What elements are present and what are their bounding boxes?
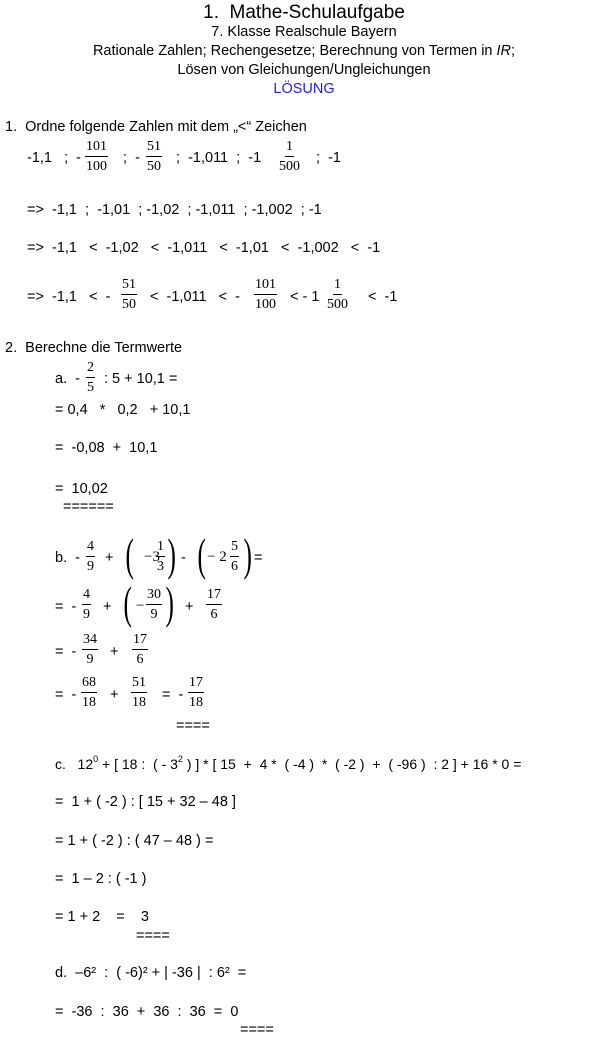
- task2b-underline: ====: [176, 718, 210, 734]
- fraction: 17 6: [207, 587, 221, 622]
- task2c-line-1: c. $12^0$ + [ 18 : ( - $3^2$ ) ] * [ 15 + 4 * ( -4 ) * ( -2 ) + ( -96 ) : 2 ] + 16 * 0 =: [55, 754, 522, 772]
- class-line: 7. Klasse Realschule Bayern: [211, 24, 397, 40]
- topics-line-1: Rationale Zahlen; Rechengesetze; Berechnung von Termen in IR;: [92, 43, 516, 59]
- task1-line-c: => -1,1 < -1,02 < -1,011 < -1,01 < -1,002 < -1: [27, 240, 381, 256]
- fraction: 1 500: [279, 139, 300, 174]
- task2a-underline: ======: [63, 499, 114, 515]
- fraction: 4 9: [83, 587, 90, 622]
- fraction: 34 9: [83, 632, 97, 667]
- fraction: 1 500: [327, 277, 348, 312]
- task2-heading: 2. Berechne die Termwerte: [5, 340, 183, 356]
- task1-heading: 1. Ordne folgende Zahlen mit dem „<“ Zeichen: [5, 119, 307, 135]
- task2c-line-2: = 1 + ( -2 ) : [ 15 + 32 – 48 ]: [55, 794, 236, 810]
- task1-line-b: => -1,1 ; -1,01 ; -1,02 ; -1,011 ; -1,002 ; -1: [27, 202, 322, 218]
- left-paren: (: [125, 529, 134, 580]
- fraction: 2 5: [87, 360, 94, 395]
- task2c-line-3: = 1 + ( -2 ) : ( 47 – 48 ) =: [55, 833, 214, 849]
- fraction: 17 18: [189, 675, 203, 710]
- fraction: 101 100: [86, 139, 107, 174]
- task2d-underline: ====: [240, 1022, 274, 1038]
- task2d-line-1: d. –6² : ( -6)² + | -36 | : 6² =: [55, 965, 247, 981]
- fraction: 4 9: [87, 539, 94, 574]
- fraction: 68 18: [82, 675, 96, 710]
- fraction: 30 9: [147, 587, 161, 622]
- task2a-result: = 10,02: [55, 481, 108, 497]
- fraction: 51 50: [147, 139, 161, 174]
- fraction: 1 3: [157, 539, 164, 574]
- fraction: 51 18: [132, 675, 146, 710]
- fraction: 51 50: [122, 277, 136, 312]
- left-paren: (: [123, 577, 132, 628]
- right-paren: ): [243, 529, 252, 580]
- fraction: 101 100: [255, 277, 276, 312]
- task2c-underline: ====: [136, 928, 170, 944]
- solution-label: LÖSUNG: [273, 81, 335, 97]
- task2a-line-2: = 0,4 * 0,2 + 10,1: [55, 402, 191, 418]
- task2c-line-4: = 1 – 2 : ( -1 ): [55, 871, 147, 887]
- page-title: 1. Mathe-Schulaufgabe: [203, 2, 405, 23]
- task2d-result: = -36 : 36 + 36 : 36 = 0: [55, 1004, 239, 1020]
- task2a-line-3: = -0,08 + 10,1: [55, 440, 158, 456]
- fraction: 5 6: [231, 539, 238, 574]
- fraction: 17 6: [133, 632, 147, 667]
- left-paren: (: [197, 529, 206, 580]
- topics-line-2: Lösen von Gleichungen/Ungleichungen: [177, 62, 431, 78]
- right-paren: ): [165, 577, 174, 628]
- right-paren: ): [167, 529, 176, 580]
- task2c-result: = 1 + 2 = 3: [55, 909, 149, 925]
